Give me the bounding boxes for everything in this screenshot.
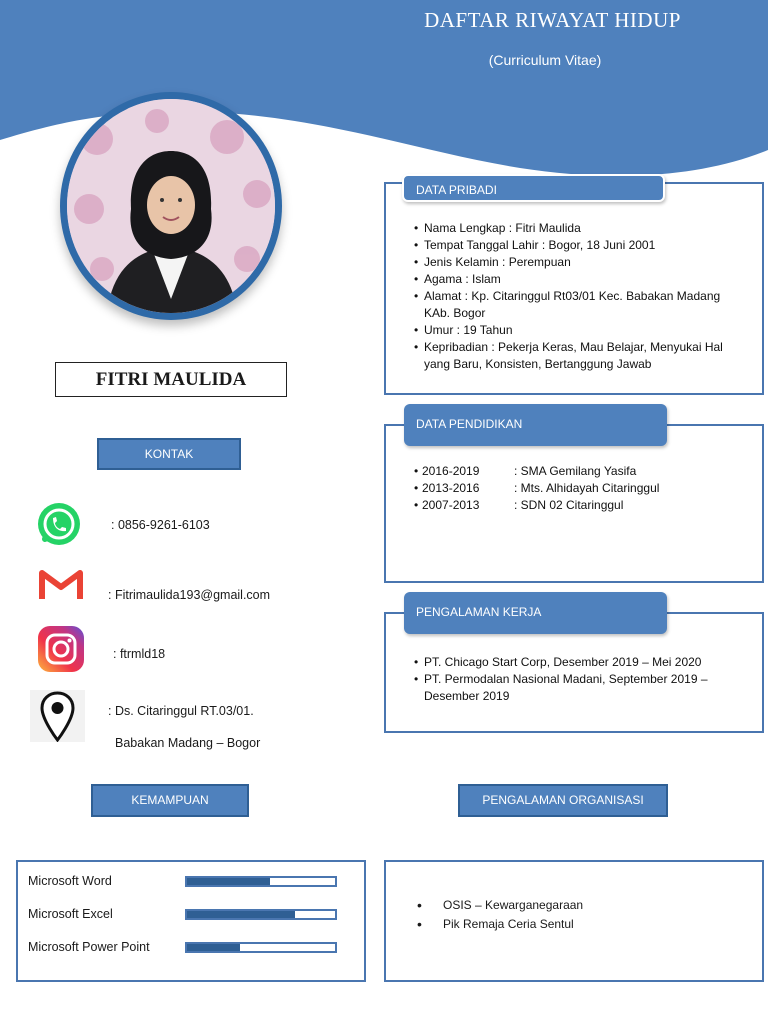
organisasi-list	[417, 896, 737, 934]
instagram-text: : ftrmld18	[113, 647, 166, 661]
pengalaman-kerja-list	[414, 654, 744, 705]
skill-name: Microsoft Excel	[28, 907, 113, 921]
pendidikan-school: : SDN 02 Citaringgul	[514, 498, 624, 512]
skill-level-fill	[187, 878, 270, 885]
data-pribadi-label: DATA PRIBADI	[402, 174, 665, 202]
skill-name: Microsoft Word	[28, 874, 112, 888]
data-pendidikan-panel	[384, 424, 764, 583]
pendidikan-years: 2016-2019	[422, 464, 480, 478]
email-text: : Fitrimaulida193@gmail.com	[108, 588, 271, 602]
data-pribadi-item: • Kepribadian : Pekerja Keras, Mau Belajar, Menyukai Hal yang Baru, Konsisten, Bertanggung Jawab	[414, 339, 739, 373]
pengalaman-organisasi-panel	[384, 860, 764, 982]
pendidikan-item	[414, 497, 744, 514]
skill-level-bar	[185, 942, 337, 953]
skill-name: Microsoft Power Point	[28, 940, 150, 954]
skill-row	[28, 907, 358, 923]
pengalaman-kerja-item: • PT. Permodalan Nasional Madani, September 2019 – Desember 2019	[414, 671, 744, 705]
pendidikan-item	[414, 463, 744, 480]
pendidikan-school: : Mts. Alhidayah Citaringgul	[514, 481, 660, 495]
data-pribadi-item: • Agama : Islam	[414, 271, 739, 288]
pendidikan-school: : SMA Gemilang Yasifa	[514, 464, 637, 478]
data-pribadi-item: • Tempat Tanggal Lahir : Bogor, 18 Juni 2001	[414, 237, 739, 254]
organisasi-item: • Pik Remaja Ceria Sentul	[417, 915, 737, 934]
pendidikan-item	[414, 480, 744, 497]
page-title: DAFTAR RIWAYAT HIDUP	[424, 8, 681, 32]
organisasi-item: • OSIS – Kewarganegaraan	[417, 896, 737, 915]
data-pribadi-list	[414, 220, 739, 373]
pendidikan-years: 2007-2013	[422, 498, 480, 512]
data-pribadi-item: • Alamat : Kp. Citaringgul Rt03/01 Kec. Babakan Madang KAb. Bogor	[414, 288, 739, 322]
pendidikan-years: 2013-2016	[422, 481, 480, 495]
data-pendidikan-label: DATA PENDIDIKAN	[404, 404, 667, 446]
whatsapp-icon	[36, 501, 82, 547]
kontak-label: KONTAK	[97, 438, 241, 470]
phone-text: : 0856-9261-6103	[111, 518, 210, 532]
instagram-icon	[37, 625, 83, 671]
data-pribadi-panel	[384, 182, 764, 395]
skill-level-fill	[187, 944, 240, 951]
data-pribadi-item: • Umur : 19 Tahun	[414, 322, 739, 339]
gmail-icon	[38, 563, 84, 609]
data-pendidikan-list	[414, 463, 744, 514]
data-pribadi-item: • Jenis Kelamin : Perempuan	[414, 254, 739, 271]
kemampuan-label: KEMAMPUAN	[91, 784, 249, 817]
name-box: FITRI MAULIDA	[55, 362, 287, 397]
pengalaman-kerja-label: PENGALAMAN KERJA	[404, 592, 667, 634]
skill-level-bar	[185, 909, 337, 920]
pengalaman-organisasi-label: PENGALAMAN ORGANISASI	[458, 784, 668, 817]
skill-row	[28, 874, 358, 890]
kemampuan-panel	[16, 860, 366, 982]
address-line1: : Ds. Citaringgul RT.03/01.	[108, 704, 254, 718]
profile-photo	[60, 92, 282, 320]
skill-row	[28, 940, 358, 956]
location-pin-icon	[30, 690, 85, 742]
pengalaman-kerja-item: • PT. Chicago Start Corp, Desember 2019 – Mei 2020	[414, 654, 744, 671]
skill-level-fill	[187, 911, 295, 918]
address-line2: Babakan Madang – Bogor	[115, 736, 261, 750]
page-subtitle: (Curriculum Vitae)	[488, 52, 602, 68]
data-pribadi-item: • Nama Lengkap : Fitri Maulida	[414, 220, 739, 237]
skill-level-bar	[185, 876, 337, 887]
